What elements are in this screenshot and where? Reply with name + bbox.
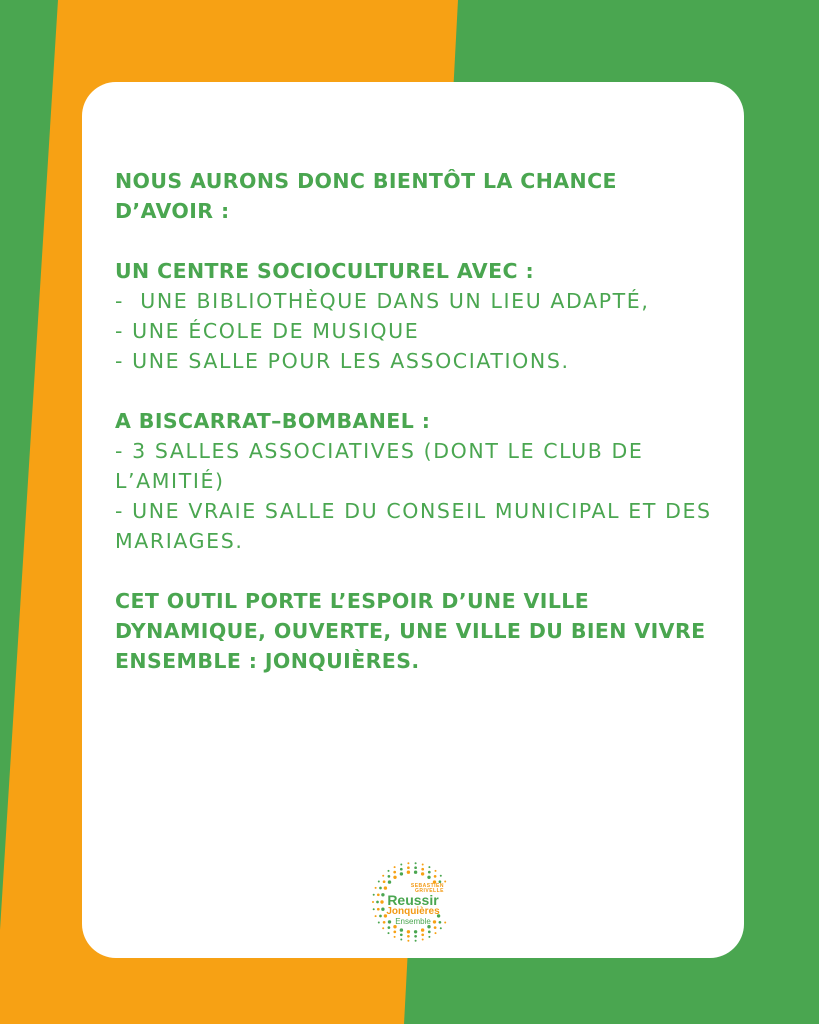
logo-name-line-1: SEBASTIEN	[410, 883, 444, 889]
reussir-jonquieres-logo	[368, 860, 456, 944]
centre-item-ecole: - UNE ÉCOLE DE MUSIQUE	[115, 319, 420, 343]
logo-name-line-2: GRIVELLE	[414, 888, 444, 894]
logo-word-reussir: Reussir	[387, 892, 439, 908]
biscarrat-item-1-line-2: L’AMITIÉ)	[115, 469, 225, 493]
intro-line-2: D’AVOIR :	[115, 199, 230, 223]
centre-item-bibliotheque: - UNE BIBLIOTHÈQUE DANS UN LIEU ADAPTÉ,	[115, 289, 650, 313]
biscarrat-heading: A BISCARRAT–BOMBANEL :	[115, 409, 431, 433]
biscarrat-item-1-line-1: - 3 SALLES ASSOCIATIVES (DONT LE CLUB DE	[115, 439, 644, 463]
centre-heading: UN CENTRE SOCIOCULTUREL AVEC :	[115, 259, 535, 283]
biscarrat-item-2-line-2: MARIAGES.	[115, 529, 244, 553]
content-text	[115, 166, 725, 676]
conclusion-line-2: DYNAMIQUE, OUVERTE, UNE VILLE DU BIEN VIVRE	[115, 619, 706, 643]
biscarrat-item-2-line-1: - UNE VRAIE SALLE DU CONSEIL MUNICIPAL ET DES	[115, 499, 712, 523]
conclusion-line-3: ENSEMBLE : JONQUIÈRES.	[115, 649, 420, 673]
logo-word-jonquieres: Jonquières	[386, 906, 440, 917]
content-card	[82, 82, 744, 958]
intro-line-1: NOUS AURONS DONC BIENTÔT LA CHANCE	[115, 169, 617, 193]
centre-item-salle: - UNE SALLE POUR LES ASSOCIATIONS.	[115, 349, 570, 373]
conclusion-line-1: CET OUTIL PORTE L’ESPOIR D’UNE VILLE	[115, 589, 590, 613]
logo-text	[368, 860, 456, 944]
logo-word-ensemble: Ensemble	[395, 917, 431, 926]
